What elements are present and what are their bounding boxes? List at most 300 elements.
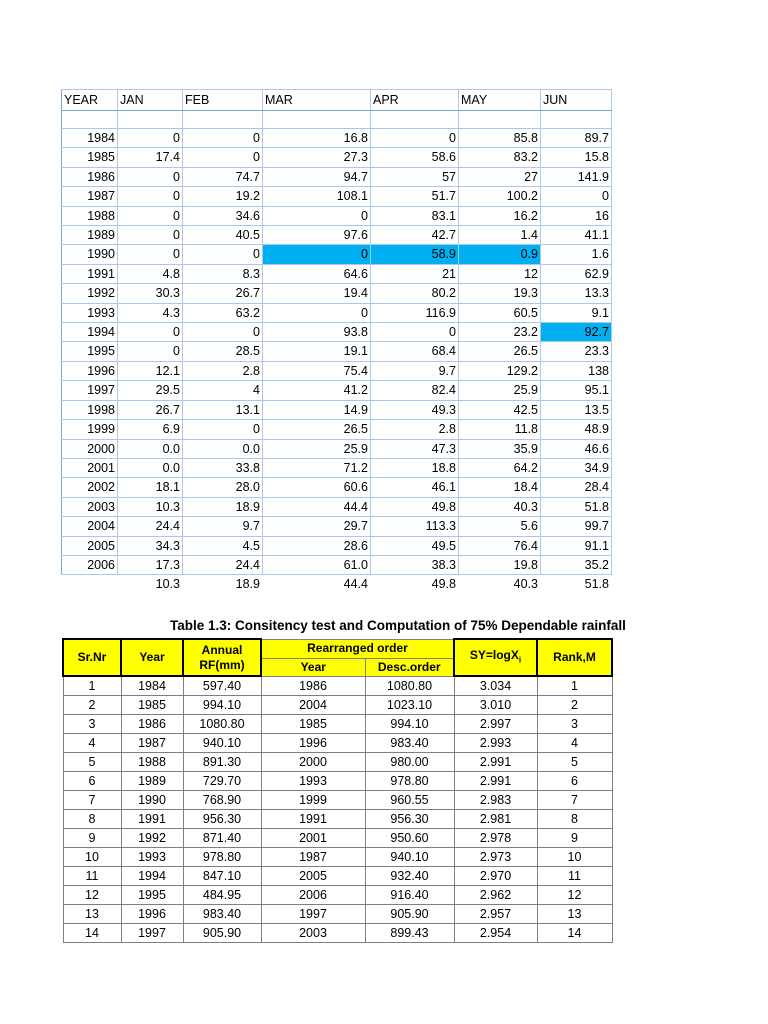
table-row — [62, 129, 612, 148]
table-cell: 1984 — [121, 676, 183, 696]
table-cell: 2.954 — [454, 924, 537, 943]
header-sy-logx: SY=logX$_i$ — [454, 639, 537, 676]
table-row — [63, 810, 612, 829]
table-cell: 21 — [371, 264, 459, 283]
table-cell: 1984 — [62, 129, 118, 148]
table-cell: 34.3 — [118, 536, 183, 555]
table-cell: 16 — [541, 206, 612, 225]
table-cell: 14.9 — [263, 400, 371, 419]
table-cell: 0 — [118, 342, 183, 361]
table-row — [62, 167, 612, 186]
table-cell: 2000 — [62, 439, 118, 458]
table-cell: 10 — [63, 848, 121, 867]
table-cell: 46.6 — [541, 439, 612, 458]
table-cell: 108.1 — [263, 187, 371, 206]
table-cell: 94.7 — [263, 167, 371, 186]
table-cell: 0 — [118, 323, 183, 342]
table-cell: 40.5 — [183, 226, 263, 245]
table-cell: 17.3 — [118, 555, 183, 574]
table-row — [63, 696, 612, 715]
table-cell: 978.80 — [183, 848, 261, 867]
table-cell: 2.997 — [454, 715, 537, 734]
table-cell: 1989 — [62, 226, 118, 245]
table-cell: 6 — [537, 772, 612, 791]
table-cell: 13.5 — [541, 400, 612, 419]
table-cell: 40.3 — [513, 577, 538, 592]
table-cell: 11 — [537, 867, 612, 886]
table-row — [63, 715, 612, 734]
table-row — [62, 555, 612, 574]
table-cell: 1993 — [261, 772, 365, 791]
table-cell: 95.1 — [541, 381, 612, 400]
table-cell: 18.9 — [183, 497, 263, 516]
header-desc-order: Desc.order — [365, 658, 454, 676]
table-cell: 2002 — [62, 478, 118, 497]
table-cell: 19.4 — [263, 284, 371, 303]
table-cell: 28.4 — [541, 478, 612, 497]
table-cell: 76.4 — [459, 536, 541, 555]
table-cell: 17.4 — [118, 148, 183, 167]
table-cell: 57 — [371, 167, 459, 186]
table-cell: 950.60 — [365, 829, 454, 848]
table-cell: 26.5 — [459, 342, 541, 361]
table-cell: 83.1 — [371, 206, 459, 225]
table-row — [62, 206, 612, 225]
table-cell: 63.2 — [183, 303, 263, 322]
table-cell: 1986 — [62, 167, 118, 186]
table-row — [63, 886, 612, 905]
table-cell: 48.9 — [541, 420, 612, 439]
table-cell: 905.90 — [183, 924, 261, 943]
table-cell: 25.9 — [263, 439, 371, 458]
table-cell: 983.40 — [365, 734, 454, 753]
header-rearranged-order: Rearranged order — [261, 639, 454, 658]
table-cell: 0 — [118, 226, 183, 245]
table-row — [62, 187, 612, 206]
table-cell: 980.00 — [365, 753, 454, 772]
table-row — [62, 420, 612, 439]
table-cell: 68.4 — [371, 342, 459, 361]
table-cell: 2.8 — [371, 420, 459, 439]
table-cell: 19.3 — [459, 284, 541, 303]
table-row — [62, 245, 612, 264]
table-cell: 29.7 — [263, 517, 371, 536]
table-cell: 12 — [459, 264, 541, 283]
table-cell: 49.8 — [371, 497, 459, 516]
table-row — [63, 791, 612, 810]
table-cell: 1997 — [62, 381, 118, 400]
table-cell: 46.1 — [371, 478, 459, 497]
table-row — [63, 905, 612, 924]
table-cell: 891.30 — [183, 753, 261, 772]
table-cell: 23.3 — [541, 342, 612, 361]
table-cell: 1986 — [121, 715, 183, 734]
table-cell: 23.2 — [459, 323, 541, 342]
table-cell: 10 — [537, 848, 612, 867]
table-row — [62, 478, 612, 497]
table-cell: MAY — [459, 90, 541, 111]
table-row — [62, 439, 612, 458]
table-cell: 51.8 — [584, 577, 609, 592]
table-cell: 62.9 — [541, 264, 612, 283]
table-cell: 0 — [263, 303, 371, 322]
table-cell: 13 — [63, 905, 121, 924]
table-cell: 0 — [118, 129, 183, 148]
table-cell: 3 — [537, 715, 612, 734]
rank-table — [62, 638, 613, 943]
table-caption: Table 1.3: Consitency test and Computation of 75% Dependable rainfall — [170, 618, 626, 633]
table-cell: 2005 — [62, 536, 118, 555]
table-cell: 30.3 — [118, 284, 183, 303]
table-cell: 1 — [63, 676, 121, 696]
blank-row — [62, 111, 612, 129]
table-cell: 34.9 — [541, 458, 612, 477]
table-cell: 9.1 — [541, 303, 612, 322]
table-cell: 40.3 — [459, 497, 541, 516]
table-cell: 5 — [63, 753, 121, 772]
table-cell: 1987 — [261, 848, 365, 867]
table-row — [62, 264, 612, 283]
table-cell: 13.3 — [541, 284, 612, 303]
table-cell: 1994 — [62, 323, 118, 342]
table-row — [62, 517, 612, 536]
table-cell: 0.0 — [118, 439, 183, 458]
table-cell: 4 — [183, 381, 263, 400]
table-cell: 983.40 — [183, 905, 261, 924]
table-row — [63, 924, 612, 943]
table-cell: 3 — [63, 715, 121, 734]
table-cell: 2004 — [62, 517, 118, 536]
table-cell: 1.6 — [541, 245, 612, 264]
header-sr-nr: Sr.Nr — [63, 639, 121, 676]
header-row — [62, 90, 612, 111]
table-cell: 60.6 — [263, 478, 371, 497]
table-cell: 0 — [183, 148, 263, 167]
table-cell: 1995 — [121, 886, 183, 905]
table-cell: 58.6 — [371, 148, 459, 167]
table-cell — [118, 111, 183, 129]
table-cell: 71.2 — [263, 458, 371, 477]
table-cell: 7 — [63, 791, 121, 810]
table-cell: 24.4 — [118, 517, 183, 536]
table-cell: 2.991 — [454, 772, 537, 791]
table-cell: 19.2 — [183, 187, 263, 206]
table-cell: 3.010 — [454, 696, 537, 715]
table-cell: 116.9 — [371, 303, 459, 322]
table-cell: 2.991 — [454, 753, 537, 772]
table-cell: 4 — [537, 734, 612, 753]
table-cell: 0 — [118, 245, 183, 264]
table-cell: 15.8 — [541, 148, 612, 167]
table-cell: 2.970 — [454, 867, 537, 886]
table-cell: 10.3 — [118, 497, 183, 516]
table-cell: 38.3 — [371, 555, 459, 574]
monthly-rainfall-table — [61, 89, 612, 595]
table-cell: 13.1 — [183, 400, 263, 419]
table-cell: 41.2 — [263, 381, 371, 400]
table-cell — [183, 111, 263, 129]
table-cell: 6.9 — [118, 420, 183, 439]
table-cell — [62, 575, 118, 594]
table-cell: 1990 — [121, 791, 183, 810]
table-cell: 18.9 — [235, 577, 260, 592]
table-cell: 12 — [537, 886, 612, 905]
table-cell: 2.962 — [454, 886, 537, 905]
table-cell: 3.034 — [454, 676, 537, 696]
table-cell: 0 — [118, 206, 183, 225]
table-cell: 0 — [371, 323, 459, 342]
table-cell: 97.6 — [263, 226, 371, 245]
table-cell: 4 — [63, 734, 121, 753]
table-cell: 2000 — [261, 753, 365, 772]
table-cell: 33.8 — [183, 458, 263, 477]
table-cell: 34.6 — [183, 206, 263, 225]
table-cell: 2 — [537, 696, 612, 715]
table-cell: 0.0 — [118, 458, 183, 477]
table-cell: 0 — [118, 187, 183, 206]
table-cell: 2001 — [261, 829, 365, 848]
table-cell: 1987 — [62, 187, 118, 206]
table-cell: 2.8 — [183, 361, 263, 380]
table-cell: 49.3 — [371, 400, 459, 419]
table-cell: 1994 — [121, 867, 183, 886]
table-cell: 1080.80 — [183, 715, 261, 734]
table-cell: 99.7 — [541, 517, 612, 536]
table-cell: 10.3 — [155, 577, 180, 592]
table-cell: 2001 — [62, 458, 118, 477]
table-cell: 49.5 — [371, 536, 459, 555]
table-cell: 1023.10 — [365, 696, 454, 715]
table-cell: 1993 — [121, 848, 183, 867]
table-cell — [541, 111, 612, 129]
table-cell: 2.973 — [454, 848, 537, 867]
table-cell: 28.6 — [263, 536, 371, 555]
table-cell: 9.7 — [183, 517, 263, 536]
table-cell: 0 — [183, 245, 263, 264]
table-cell: 1991 — [62, 264, 118, 283]
table-cell: JUN — [541, 90, 612, 111]
table-cell: 75.4 — [263, 361, 371, 380]
table-cell: 1987 — [121, 734, 183, 753]
table-cell: 484.95 — [183, 886, 261, 905]
table-cell: 0.9 — [459, 245, 541, 264]
table-cell: 1993 — [62, 303, 118, 322]
table-cell: 85.8 — [459, 129, 541, 148]
table-cell: 916.40 — [365, 886, 454, 905]
table-cell: 1998 — [62, 400, 118, 419]
header-rank: Rank,M — [537, 639, 612, 676]
table-cell: 1992 — [62, 284, 118, 303]
table-cell: 0 — [263, 206, 371, 225]
table-cell: 940.10 — [183, 734, 261, 753]
table-cell: 91.1 — [541, 536, 612, 555]
table-cell: 0 — [183, 420, 263, 439]
header-year: Year — [121, 639, 183, 676]
table-cell: 27 — [459, 167, 541, 186]
table-cell: 2.978 — [454, 829, 537, 848]
table-cell: 1991 — [261, 810, 365, 829]
table-cell: 9.7 — [371, 361, 459, 380]
table-cell: 74.7 — [183, 167, 263, 186]
table-cell: 847.10 — [183, 867, 261, 886]
table-cell — [62, 111, 118, 129]
table-cell: 8 — [537, 810, 612, 829]
table-cell: 956.30 — [365, 810, 454, 829]
table-cell: 1995 — [62, 342, 118, 361]
table-cell: 138 — [541, 361, 612, 380]
table-cell: 18.4 — [459, 478, 541, 497]
footer-row — [62, 575, 612, 594]
table-cell: 26.5 — [263, 420, 371, 439]
table-cell: 18.1 — [118, 478, 183, 497]
table-cell: 1988 — [62, 206, 118, 225]
table-cell: 8.3 — [183, 264, 263, 283]
table-cell: 0 — [541, 187, 612, 206]
table-cell: 25.9 — [459, 381, 541, 400]
table-cell: 42.5 — [459, 400, 541, 419]
table-cell: 1992 — [121, 829, 183, 848]
table-cell: 35.2 — [541, 555, 612, 574]
table-cell: 64.2 — [459, 458, 541, 477]
table-row — [62, 361, 612, 380]
table-row — [62, 226, 612, 245]
table-cell: 19.8 — [459, 555, 541, 574]
table-cell: 35.9 — [459, 439, 541, 458]
table-cell: 61.0 — [263, 555, 371, 574]
table-cell: 2005 — [261, 867, 365, 886]
table-cell: APR — [371, 90, 459, 111]
table-cell: 51.8 — [541, 497, 612, 516]
table-cell: MAR — [263, 90, 371, 111]
table-cell: 11.8 — [459, 420, 541, 439]
table-cell: JAN — [118, 90, 183, 111]
table-row — [62, 323, 612, 342]
table-cell: 0 — [371, 129, 459, 148]
table-cell: 956.30 — [183, 810, 261, 829]
table-cell: 1985 — [121, 696, 183, 715]
table-cell: 871.40 — [183, 829, 261, 848]
table-cell: 2.981 — [454, 810, 537, 829]
table-cell: 42.7 — [371, 226, 459, 245]
table-cell: 27.3 — [263, 148, 371, 167]
table-cell: 44.4 — [343, 577, 368, 592]
table-cell: 2006 — [261, 886, 365, 905]
table-cell: 899.43 — [365, 924, 454, 943]
table-cell: 29.5 — [118, 381, 183, 400]
table-cell: 18.8 — [371, 458, 459, 477]
table-cell: 14 — [537, 924, 612, 943]
table-cell: 2.957 — [454, 905, 537, 924]
table-cell: 5.6 — [459, 517, 541, 536]
table-cell: 932.40 — [365, 867, 454, 886]
table-cell: YEAR — [62, 90, 118, 111]
table-cell: 1999 — [261, 791, 365, 810]
table-row — [62, 381, 612, 400]
table-cell: 16.8 — [263, 129, 371, 148]
table-cell: 905.90 — [365, 905, 454, 924]
table-cell: 597.40 — [183, 676, 261, 696]
table-cell: 5 — [537, 753, 612, 772]
table-cell: 12 — [63, 886, 121, 905]
table-cell: 1997 — [261, 905, 365, 924]
table-row — [62, 303, 612, 322]
table-cell: 11 — [63, 867, 121, 886]
table-cell: 0 — [183, 323, 263, 342]
table-cell: 0 — [183, 129, 263, 148]
table-cell: 58.9 — [371, 245, 459, 264]
table-cell: 1996 — [261, 734, 365, 753]
table-cell: 2003 — [62, 497, 118, 516]
table-cell: 0 — [263, 245, 371, 264]
table-cell: 14 — [63, 924, 121, 943]
table-cell: 0 — [118, 167, 183, 186]
table-row — [62, 148, 612, 167]
table-cell: 49.8 — [431, 577, 456, 592]
table-cell: 51.7 — [371, 187, 459, 206]
table-cell: 1997 — [121, 924, 183, 943]
table-cell: 1986 — [261, 676, 365, 696]
table-cell — [263, 111, 371, 129]
table-cell: 1999 — [62, 420, 118, 439]
table-cell: 92.7 — [541, 323, 612, 342]
table-cell: 24.4 — [183, 555, 263, 574]
table-cell: 9 — [537, 829, 612, 848]
table-cell: 940.10 — [365, 848, 454, 867]
table-cell: 1990 — [62, 245, 118, 264]
table-cell: 80.2 — [371, 284, 459, 303]
table-cell: 9 — [63, 829, 121, 848]
table-cell: 93.8 — [263, 323, 371, 342]
table-cell: 4.8 — [118, 264, 183, 283]
table-row — [63, 829, 612, 848]
table-cell: 1988 — [121, 753, 183, 772]
table-cell: 82.4 — [371, 381, 459, 400]
table-cell: 28.5 — [183, 342, 263, 361]
table-cell: 768.90 — [183, 791, 261, 810]
table-cell: 47.3 — [371, 439, 459, 458]
table-cell: 1985 — [261, 715, 365, 734]
table-row — [62, 342, 612, 361]
table-cell: 2003 — [261, 924, 365, 943]
table-cell: 41.1 — [541, 226, 612, 245]
table-cell: 2.993 — [454, 734, 537, 753]
table-cell: 1 — [537, 676, 612, 696]
table-cell: 8 — [63, 810, 121, 829]
table-cell: 44.4 — [263, 497, 371, 516]
table-cell: 16.2 — [459, 206, 541, 225]
table-cell: 978.80 — [365, 772, 454, 791]
table-cell: 26.7 — [183, 284, 263, 303]
table-cell: 141.9 — [541, 167, 612, 186]
table-row — [62, 458, 612, 477]
table-cell — [371, 111, 459, 129]
table-cell: 2.983 — [454, 791, 537, 810]
table-cell: 19.1 — [263, 342, 371, 361]
table-row — [62, 400, 612, 419]
table-cell: 129.2 — [459, 361, 541, 380]
table-cell: 6 — [63, 772, 121, 791]
table-row — [63, 848, 612, 867]
table-row — [62, 497, 612, 516]
table-cell: 0.0 — [183, 439, 263, 458]
header-rearranged-year: Year — [261, 658, 365, 676]
table-cell: 1985 — [62, 148, 118, 167]
table-cell: 2006 — [62, 555, 118, 574]
table-cell: 64.6 — [263, 264, 371, 283]
table-cell: 729.70 — [183, 772, 261, 791]
table-cell: 1989 — [121, 772, 183, 791]
table-row — [63, 772, 612, 791]
